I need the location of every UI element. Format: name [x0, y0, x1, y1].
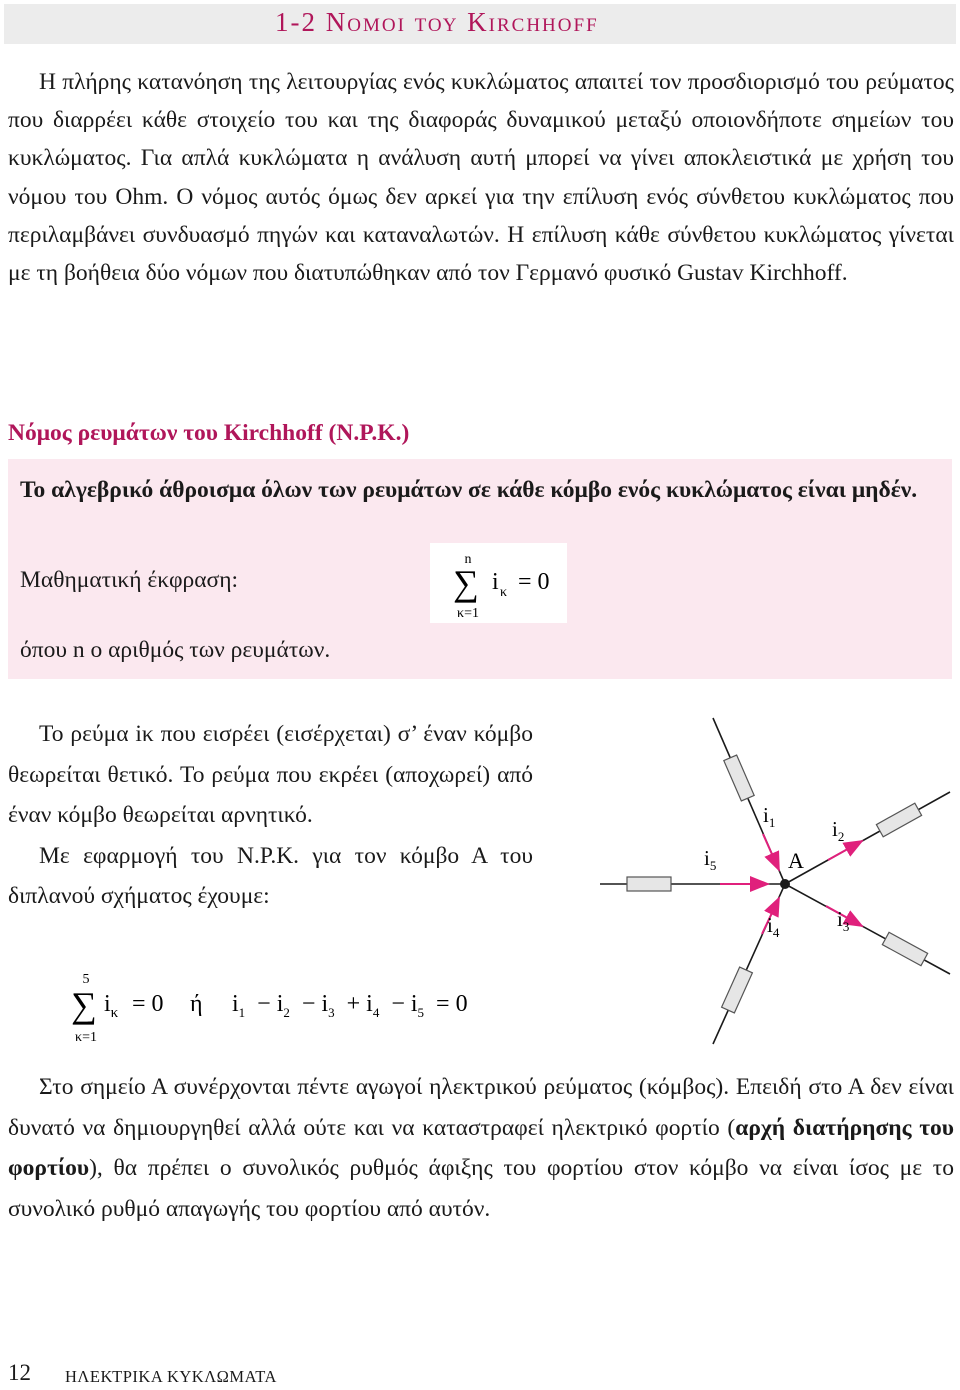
apply-kcl-paragraph: Με εφαρμογή του Ν.Ρ.Κ. για τον κόμβο Α του διπλανού σχήματος έχουμε:: [8, 842, 533, 910]
law-heading: Νόμος ρευμάτων του Kirchhoff (Ν.Ρ.Κ.): [8, 420, 410, 446]
conservation-principle: αρχή διατήρησης του φορτίου: [8, 1114, 954, 1182]
formula-term: i: [492, 569, 499, 595]
label-i2: $i_2$: [832, 817, 845, 844]
formula-term-sub: κ: [500, 585, 508, 600]
eq-sigma: ∑: [71, 985, 97, 1025]
eq-term: $i_\kappa$: [104, 991, 119, 1021]
node-a-dot: [780, 879, 790, 889]
label-i3: $i_3$: [837, 907, 850, 934]
resistor-3: [882, 932, 927, 965]
sigma-symbol: ∑: [453, 563, 479, 603]
node-diagram: [600, 710, 956, 1050]
sign-convention-paragraph: Το ρεύμα iκ που εισρέει (εισέρχεται) σ’ έναν κόμβο θεωρείται θετικό. Το ρεύμα που εκρέει (αποχωρεί) από έναν κόμβο θεωρείται αρνητικό.: [8, 721, 533, 829]
kcl-formula: [430, 543, 567, 623]
conclusion-part2: ), θα πρέπει ο συνολικός ρυθμός άφιξης του φορτίου στον κόμβο να είναι ίσος με το συνολικό ρυθμό απαγωγής του φορτίου από αυτόν.: [8, 1155, 954, 1222]
wire-3: [785, 884, 950, 974]
node-explanation: [8, 714, 533, 917]
conclusion-part1: Στο σημείο Α συνέρχονται πέντε αγωγοί ηλεκτρικού ρεύματος (κόμβος). Επειδή στο Α δεν είναι δυνατό να δημιουργηθεί αλλά ούτε και να καταστραφεί ηλεκτρικό φορτίο (: [8, 1074, 954, 1141]
conclusion-paragraph: [8, 1067, 954, 1229]
resistor-4: [722, 967, 753, 1013]
resistor-1: [724, 755, 754, 801]
label-i1: $i_1$: [763, 803, 776, 830]
resistor-2: [876, 803, 921, 837]
running-title: ΗΛΕΚΤΡΙΚΑ ΚΥΚΛΩΜΑΤΑ: [65, 1367, 277, 1386]
eq-expanded: $i_1$ − $i_2$ − $i_3$ + $i_4$ − $i_5$ = 0: [232, 991, 468, 1020]
formula-rhs: = 0: [518, 569, 550, 595]
page-number: 12: [8, 1360, 31, 1385]
node-a-label: A: [788, 848, 804, 873]
eq-lower: κ=1: [75, 1030, 97, 1045]
law-statement: Το αλγεβρικό άθροισμα όλων των ρευμάτων σε κάθε κόμβο ενός κυκλώματος είναι μηδέν.: [20, 477, 918, 503]
label-i4: $i_4$: [767, 913, 780, 940]
label-i5: $i_5$: [704, 846, 717, 873]
law-where: όπου n ο αριθμός των ρευμάτων.: [20, 637, 331, 663]
expression-label: Μαθηματική έκφραση:: [20, 567, 239, 593]
wire-2: [785, 792, 950, 884]
eq-or: ή: [190, 991, 203, 1017]
formula-lower: κ=1: [457, 606, 479, 621]
law-box: [8, 459, 952, 679]
intro-paragraph: Η πλήρης κατανόηση της λειτουργίας ενός κυκλώματος απαιτεί τον προσδιορισμό του ρεύματος που διαρρέει κάθε στοιχείο του και της διαφοράς δυναμικού μεταξύ οποιονδήποτε σημείων του κυκλώματος. Για απλά κυκλώματα η ανάλυση αυτή μπορεί να γίνει αποκλειστικά με χρήση του νόμου του Ohm. Ο νόμος αυτός όμως δεν αρκεί για την επίλυση ενός σύνθετου κυκλώματος που περιλαμβάνει συνδυασμό πηγών και καταναλωτών. Η επίλυση κάθε σύνθετου κυκλώματος γίνεται με τη βοήθεια δύο νόμων που διατυπώθηκαν από τον Γερμανό φυσικό Gustav Kirchhoff.: [8, 69, 954, 287]
arrow-i1: [763, 834, 779, 870]
formula-upper: n: [464, 552, 472, 567]
node-equation: [60, 965, 530, 1045]
resistor-5: [627, 877, 671, 891]
section-title: 1-2 Νομοι του Kirchhoff: [275, 7, 599, 37]
current-labels: [704, 803, 849, 940]
eq-equals-zero: = 0: [132, 991, 164, 1017]
arrow-i2: [828, 841, 862, 860]
eq-upper: 5: [82, 972, 90, 987]
